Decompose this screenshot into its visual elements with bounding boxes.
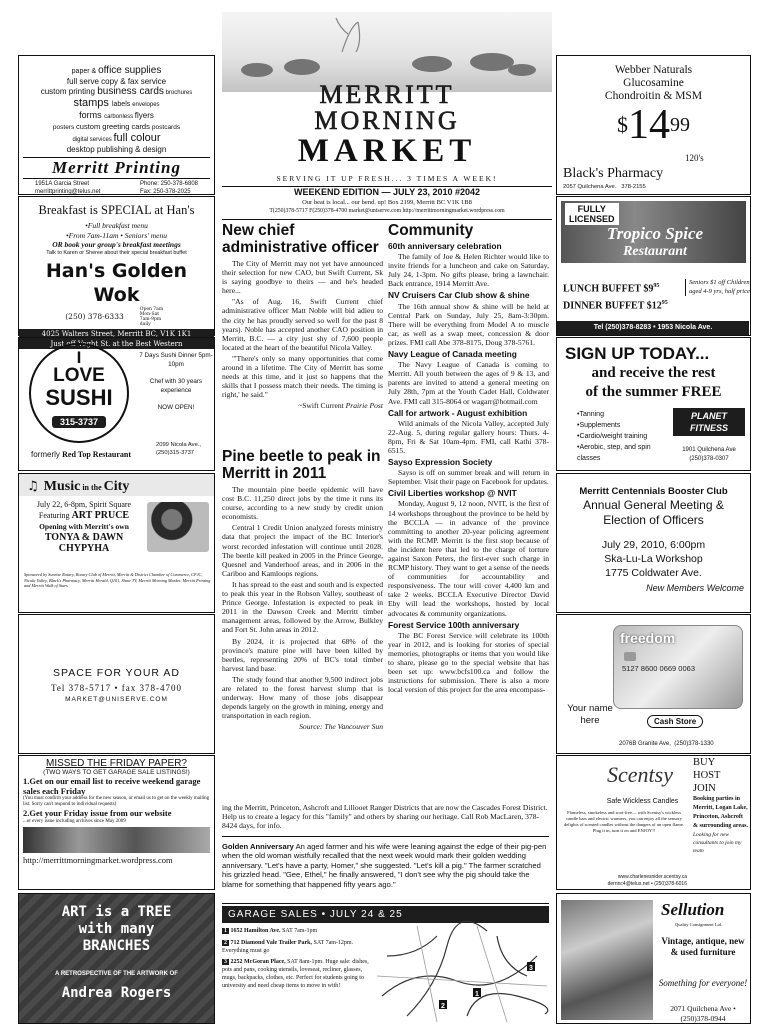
sushi-ad xyxy=(18,337,215,471)
scentsy-text: Flameless, smokeless and soot-free— with Scentsy's wickless candle bars and electric warmers, you can enjoy all the sensory delights of scented candles without the dangers of an open flame. Plug it in, turn it on and ENJOY!! xyxy=(563,810,685,833)
tropico-name: Tropico Spice Restaurant xyxy=(606,224,704,259)
edition-line: WEEKEND EDITION — JULY 23, 2010 #2042 xyxy=(293,187,481,197)
music-date: July 22, 6-8pm, Spirit Square xyxy=(36,500,132,509)
art-retro: A RETROSPECTIVE OF THE ARTWORK OF xyxy=(55,971,178,977)
sushi-circle xyxy=(29,343,129,443)
garage-listing: 2 712 Diamond Vale Trailer Park, SAT 7am-12pm. Everything must go xyxy=(222,939,354,954)
art-line1: ART is a TREE xyxy=(61,904,172,920)
printing-line: desktop publishing & design xyxy=(66,145,167,154)
scentsy-email: derrinc4@telus.net • (250)378-6016 xyxy=(607,881,687,887)
sushi-chef: Chef with 30 years experience xyxy=(149,378,203,394)
tropico-contact: Tel (250)378-8283 • 1953 Nicola Ave. xyxy=(557,321,749,335)
officer-paragraph: "As of Aug. 16, Swift Current chief administrative officer Matt Noble will bid adieu to the city he has proudly served so well for the past 8 years). Noble has accepted another CAO position in Merritt, B.C. — a city just shy of 7,600 people located at the heart of the beautiful Nicola Valley. xyxy=(222,297,383,352)
missed-title: MISSED THE FRIDAY PAPER? xyxy=(46,758,187,769)
missed-paper-ad xyxy=(18,755,215,890)
scentsy-web[interactable]: www.charlenesnider.scentsy.ca xyxy=(617,874,687,880)
planet-logo: PLANET FITNESS xyxy=(673,408,745,436)
webber-line2: Glucosamine xyxy=(623,77,684,89)
printing-line: posters custom greeting cards postcards xyxy=(52,122,181,131)
sushi-love: LOVE xyxy=(53,365,105,386)
printing-line: custom printing business cards brochures xyxy=(40,86,193,97)
music-duo2: CHYPYHA xyxy=(58,543,110,554)
scentsy-right: Booking parties in Merritt, Logan Lake, Princeton, Ashcroft & surrounding areas. xyxy=(693,796,748,829)
garage-listing: 1 1652 Hamilton Ave. SAT 7am-1pm xyxy=(224,928,318,934)
community-item: 60th anniversary celebration The family of Joe & Helen Richter would like to invite friends for a luncheon and cake on Saturday, July 24, 1-3pm. No gifts please, bring a lawnchair. Back entrance, 1914 Merritt Ave. xyxy=(388,241,549,289)
space-for-ad xyxy=(18,614,215,754)
webber-naturals-ad xyxy=(556,55,751,195)
sushi-formerly: formerly xyxy=(31,450,63,459)
missed-url[interactable]: http://merrittmorningmarket.wordpress.com xyxy=(23,854,173,865)
masthead-title-line3: MARKET xyxy=(297,133,477,169)
pharmacy-address: 2057 Quilchena Ave. xyxy=(563,184,617,190)
store-interior-photo xyxy=(561,900,653,1020)
hans-logo: Han's Golden Wok xyxy=(45,259,188,306)
printing-line: paper & office supplies xyxy=(71,65,162,76)
golden-anniversary xyxy=(222,842,549,904)
printing-line: stamps labels envelopes xyxy=(73,97,160,109)
art-line3: BRANCHES xyxy=(82,938,151,954)
planet-title3: of the summer FREE xyxy=(585,384,722,400)
price-main: 14 xyxy=(628,102,670,148)
sushi-formerly-name: Red Top Restaurant xyxy=(62,450,132,459)
golden-text: An aged farmer and his wife were leaning against the edge of their pig-pen when the old woman wistfully recalled that the next week would mark their golden wedding anniversary. "Let's have a party, Homer," she suggested. "Let's kill a pig." The farmer scratched his grizzled head. "Gee, Ethel," he finally answered, "I don't see why the pig should take the blame for something that happened fifty years ago." xyxy=(222,842,547,889)
beetle-paragraph: By 2024, it is projected that 68% of the province's mature pine will have been killed by beetles, representing 20% of BC's total timber harvest land base. xyxy=(222,636,383,673)
missed-point2: 2.Get your Friday issue from our website xyxy=(23,808,172,818)
tropico-spice-ad xyxy=(556,196,751,336)
sellution-address: 2071 Quilchena Ave • xyxy=(670,1004,736,1013)
missed-point1-note: (You must confirm your address for the new season, or email us to get on the weekly mailing list. Sorry can't respond to individual requests) xyxy=(23,796,210,807)
space-email: MARKET@UNISERVE.COM xyxy=(65,696,168,703)
community-column xyxy=(388,222,549,802)
scentsy-logo: Scentsy xyxy=(607,762,673,787)
sushi-open: NOW OPEN! xyxy=(157,404,195,411)
cash-address: 2076B Granite Ave, xyxy=(619,741,671,747)
booster-place: Ska-Lu-La Workshop xyxy=(604,553,703,565)
dinner-buffet: DINNER BUFFET $\$12^{95}$ xyxy=(563,300,668,312)
printing-line: full serve copy & fax service xyxy=(66,77,167,86)
contact-line1: Our beat is local... our bend. up! Box 2199, Merritt BC V1K 1B8 xyxy=(302,199,472,206)
sushi-phone2: (250)315-3737 xyxy=(156,450,195,456)
planet-service: •Tanning xyxy=(577,411,604,418)
price-dollar: $ xyxy=(617,112,628,137)
planet-service: •Supplements xyxy=(577,422,621,429)
sushi-word: SUSHI xyxy=(45,385,113,410)
art-tree-ad xyxy=(18,893,215,1024)
booster-club-ad xyxy=(556,473,751,613)
merritt-printing-logo: Merritt Printing xyxy=(23,157,210,179)
merritt-printing-ad xyxy=(18,55,215,195)
svg-text:1: 1 xyxy=(475,991,479,998)
hans-line: OR book your group's breakfast meetings xyxy=(52,240,181,249)
sushi-i: I xyxy=(76,348,82,367)
music-sponsors: Sponsored by Sunrise Rotary, Rotary Club of Merritt, Merritt & District Chamber of Commerce, CFJC, Nicola Valley, Black's Pharmacy, Merritt Herald, Q101, Shaw TV, Merritt Morning Market, Merritt Printing and Merritt Walk of Stars xyxy=(24,572,211,589)
space-title: SPACE FOR YOUR AD xyxy=(53,667,180,679)
guitar-icon: ♫ xyxy=(27,479,39,494)
booster-title: Merritt Centennials Booster Club xyxy=(579,486,728,497)
community-item: Sayso Expression Society Sayso is off on summer break and will return in September. Visit their page on Facebook for updates. xyxy=(388,457,549,487)
missed-point2-note: ...or every issue including archives since May 2009 xyxy=(23,818,126,824)
garage-listing: 3 2252 McGoran Place, SAT 8am-1pm. Huge sale: dishes, pots and pans, cooking utensils, loveseat, recliner, glasses, mugs, backpacks, clothes, etc. Perfect for students going to university and need cheap items to move in with! xyxy=(222,959,369,989)
planet-title1: SIGN UP TODAY... xyxy=(565,344,710,363)
svg-text:2: 2 xyxy=(441,1003,445,1010)
sushi-dinner: 7 Days Sushi Dinner 5pm-10pm xyxy=(139,352,213,368)
sushi-address: 2099 Nicola Ave., xyxy=(156,442,202,448)
masthead-title-line1: MERRITT xyxy=(319,80,455,109)
officer-source: Prairie Post xyxy=(345,401,383,411)
planet-title2: and receive the rest xyxy=(591,365,716,381)
community-item: Navy League of Canada meeting The Navy League of Canada is coming to Merritt. All youth between the ages of 9 & 13, and parents are invited to attend a general meeting on July 28th, 7pm at the Youth Cadet Hall, Coldwater Ave. FMI call 315-8064 or wagarr@hotmail.com xyxy=(388,349,549,406)
card-brand: freedom xyxy=(620,630,676,646)
card-chip-icon xyxy=(624,652,636,661)
sellution-ad xyxy=(556,893,751,1024)
music-opening: Opening with Merritt's own xyxy=(39,522,129,531)
planet-address: 1901 Quilchena Ave xyxy=(682,447,736,453)
hans-address: 4025 Walters Street, Merritt BC, V1K 1K1 xyxy=(19,329,214,339)
scentsy-buy: BUY xyxy=(693,757,716,768)
printing-fax: Fax: 250-378-2025 xyxy=(139,189,191,195)
svg-text:3: 3 xyxy=(529,965,533,972)
masthead xyxy=(222,12,552,194)
printing-address: 1951A Garcia Street xyxy=(35,181,90,187)
cash-store-ad xyxy=(556,614,751,754)
planet-service: •Aerobic, step, and spin classes xyxy=(577,444,651,462)
hans-hours: Open 7am Mon-Sat 7am-9pm daily xyxy=(139,306,164,327)
lunch-buffet: LUNCH BUFFET $\$9^{95}$ xyxy=(563,283,660,295)
forest-wrap-text: ing the Merritt, Princeton, Ashcroft and Lillooet Ranger Districts that are now the Cascades Forest District. Help us to create a legacy for this "family" and others by sharing our heritage. Call Rob MacLaren, 378-8424 days, for info. xyxy=(222,803,549,837)
community-item: Call for artwork - August exhibition Wild animals of the Nicola Valley, accepted July 22-Aug. 5, during regular gallery hours: Thurs. 4-8pm, Fri & Sat 10am-4pm. FMI, call Kathi 378-6515. xyxy=(388,407,549,455)
music-featuring: Featuring xyxy=(38,511,72,520)
cash-store-logo: Cash Store xyxy=(647,715,703,728)
missed-subtitle: (TWO WAYS TO GET GARAGE SALE LISTINGS!) xyxy=(43,769,190,776)
sellution-phone: (250)378-0944 xyxy=(680,1014,726,1023)
missed-point1: 1.Get on our email list to receive weekend garage sales each Friday xyxy=(23,776,201,796)
garage-title: GARAGE SALES • JULY 24 & 25 xyxy=(222,906,549,923)
golden-title: Golden Anniversary xyxy=(222,842,294,851)
beetle-source: Source: The Vancouver Sun xyxy=(299,722,383,732)
booster-date: July 29, 2010, 6:00pm xyxy=(601,539,706,551)
booster-welcome: New Members Welcome xyxy=(646,583,744,593)
sellution-line1: Vintage, antique, new & used furniture xyxy=(661,936,745,957)
sellution-line2: Something for everyone! xyxy=(658,978,748,988)
beetle-paragraph: The study found that another 9,500 indirect jobs are related to the forest harvest slump that is underway. How many of those jobs disappear depends largely on the growth in mining, energy and transportation in each region. xyxy=(222,674,383,721)
hans-line: •From 7am-11am • Seniors' menu xyxy=(65,230,167,240)
article-chief-officer xyxy=(222,222,383,447)
booster-line1: Annual General Meeting & xyxy=(583,498,724,512)
printing-phone: Phone: 250-378-6808 xyxy=(139,181,198,187)
contact-line2: T(250)378-5717 F(250)378-4700 market@uniserve.com http://merrittmorningmarket.wordpress.com xyxy=(269,208,505,214)
community-headline: Community xyxy=(388,222,474,239)
officer-source-prefix: ~Swift Current xyxy=(298,401,346,411)
sellution-logo: Sellution xyxy=(661,900,725,919)
garage-map xyxy=(377,926,547,1022)
officer-paragraph: "'There's only so many opportunities that come around in a lifetime. The City of Merritt has some needs at this time, and it just so happens that the skills that I possess match their needs. The timing is right,' he said." xyxy=(222,353,383,400)
masthead-tagline: SERVING IT UP FRESH... 3 TIMES A WEEK! xyxy=(276,174,498,183)
webber-line3: Chondroitin & MSM xyxy=(604,90,703,102)
hans-golden-wok-ad xyxy=(18,196,215,348)
booster-address: 1775 Coldwater Ave. xyxy=(605,567,702,579)
music-artist: ART PRUCE xyxy=(71,510,130,521)
hans-location: Just off Voght St. at the Best Western xyxy=(19,339,214,349)
community-item: Forest Service 100th anniversary The BC Forest Service will celebrate its 100th year in 2012, and is looking for stories of special memories, photographs or items that you would like to share, please go to the special website that has been set up: www.bcfs100.ca and follow the instructions for submission. There is also a more local version of this project for the area encompass- xyxy=(388,619,549,695)
licensed-badge: FULLY LICENSED xyxy=(565,203,619,225)
booster-line2: Election of Officers xyxy=(603,513,704,527)
officer-headline: New chief administrative officer xyxy=(222,222,379,256)
your-name-here: Your name here xyxy=(567,703,613,726)
scentsy-host: HOST xyxy=(693,770,721,781)
garage-sales xyxy=(222,906,549,1024)
beetle-paragraph: The mountain pine beetle epidemic will have cost B.C. 11,250 direct jobs by the time it runs its course, according to a new study by credit union economists. xyxy=(222,485,383,522)
hans-headline: Breakfast is SPECIAL at Han's xyxy=(38,203,195,217)
music-duo1: TONYA & DAWN xyxy=(44,532,124,543)
masthead-title-line2: MORNING xyxy=(314,106,460,135)
price-cents: 99 xyxy=(670,114,690,136)
webber-count: 120's xyxy=(685,153,704,163)
scentsy-join: JOIN xyxy=(693,783,716,794)
card-number: 5127 8600 0669 0063 xyxy=(622,664,695,673)
beetle-paragraph: It has spread to the east and south and is expected to peak this year in the Robson Valley, southeast of Prince George. Infestation is expected to peak in 2011 in the Dawson Creek and Merritt timber management areas, followed by the Arrow, Bulkley and Fort St. John areas in 2012. xyxy=(222,579,383,635)
scentsy-right2: Looking for new consultants to join my team xyxy=(693,832,742,854)
article-pine-beetle xyxy=(222,448,383,800)
scentsy-ad xyxy=(556,755,751,890)
printing-line: digital services full colour xyxy=(72,132,161,144)
music-in-the-city-ad xyxy=(18,473,215,613)
planet-fitness-ad xyxy=(556,337,751,471)
hans-line: •Full breakfast menu xyxy=(85,221,148,230)
guitarist-photo xyxy=(147,502,209,552)
scentsy-sub: Safe Wickless Candles xyxy=(606,798,679,805)
printing-email: merrittprinting@telus.net xyxy=(35,189,101,195)
edition-bar xyxy=(222,186,552,220)
hans-small-note: Talk to Karen or Sheree about their special breakfast buffet xyxy=(46,249,187,256)
pharmacy-phone: 378-2155 xyxy=(621,184,646,190)
art-line2: with many xyxy=(78,921,155,937)
community-item: Civil Liberties workshop @ NVIT Monday, August 9, 12 noon, NVIT, is the first of 14 workshops throughout the province to be held by the BCCLA — in advance of the province committing to another 20-year policing agreement with the RCMP. Merritt is the first stop because of the incident here that led to the charge of torture against Saxon Peters, the first-ever such charge in RCMP history. They want to get a sense of the needs of communities for accountability and responsiveness. The tour will cover 4,400 km and take 2 weeks. BCCLA Executive Director David Eby will lead the workshops, hosted by local advocates & community organizations. xyxy=(388,488,549,618)
music-header: ♫ Music in the City xyxy=(19,474,214,496)
cash-phone: (250)378-1330 xyxy=(674,741,714,747)
community-item: NV Cruisers Car Club show & shine The 16th annual show & shine will be held at Central Park on Sunday, July 25, 8am-3:30pm. There will be everything from Model A to muscle car, as well as a swap meet, concession & door prizes. FMI call Abe 378-8175, Doug 378-5761. xyxy=(388,290,549,347)
planet-phone: (250)378-0307 xyxy=(689,456,729,462)
tropico-note: Seniors $1 off Children aged 4-9 yrs, half price xyxy=(685,279,751,296)
website-screenshot xyxy=(23,827,210,853)
officer-paragraph: The City of Merritt may not yet have announced their selection for new CAO, but Swift Current, Sk is saying goodbye to theirs — and he's headed here... xyxy=(222,259,383,296)
printing-line: forms carbonless flyers xyxy=(79,110,154,120)
sellution-logo-sub: Quality Consignment Ltd. xyxy=(675,922,723,927)
space-phone: Tel 378-5717 • fax 378-4700 xyxy=(50,683,182,693)
beetle-headline: Pine beetle to peak in Merritt in 2011 xyxy=(222,448,381,482)
hans-phone: (250) 378-6333 xyxy=(65,312,124,321)
planet-service: •Cardio/weight training xyxy=(577,433,648,440)
blacks-pharmacy: Black's Pharmacy xyxy=(563,166,664,181)
webber-line1: Webber Naturals xyxy=(614,64,693,76)
freedom-card xyxy=(613,625,743,709)
sushi-phone-badge: 315-3737 xyxy=(52,416,106,428)
beetle-paragraph: Central 1 Credit Union analyzed forests ministry data that project the impact of the BC Interior's worst recorded infestation will continue until 2028. The beetle kill peaked in 2005 in the Prince George, Quesnel and Vanderhoof areas, and in 2006 in the Cariboo and Kamloops regions. xyxy=(222,523,383,578)
art-artist: Andrea Rogers xyxy=(61,985,172,1001)
